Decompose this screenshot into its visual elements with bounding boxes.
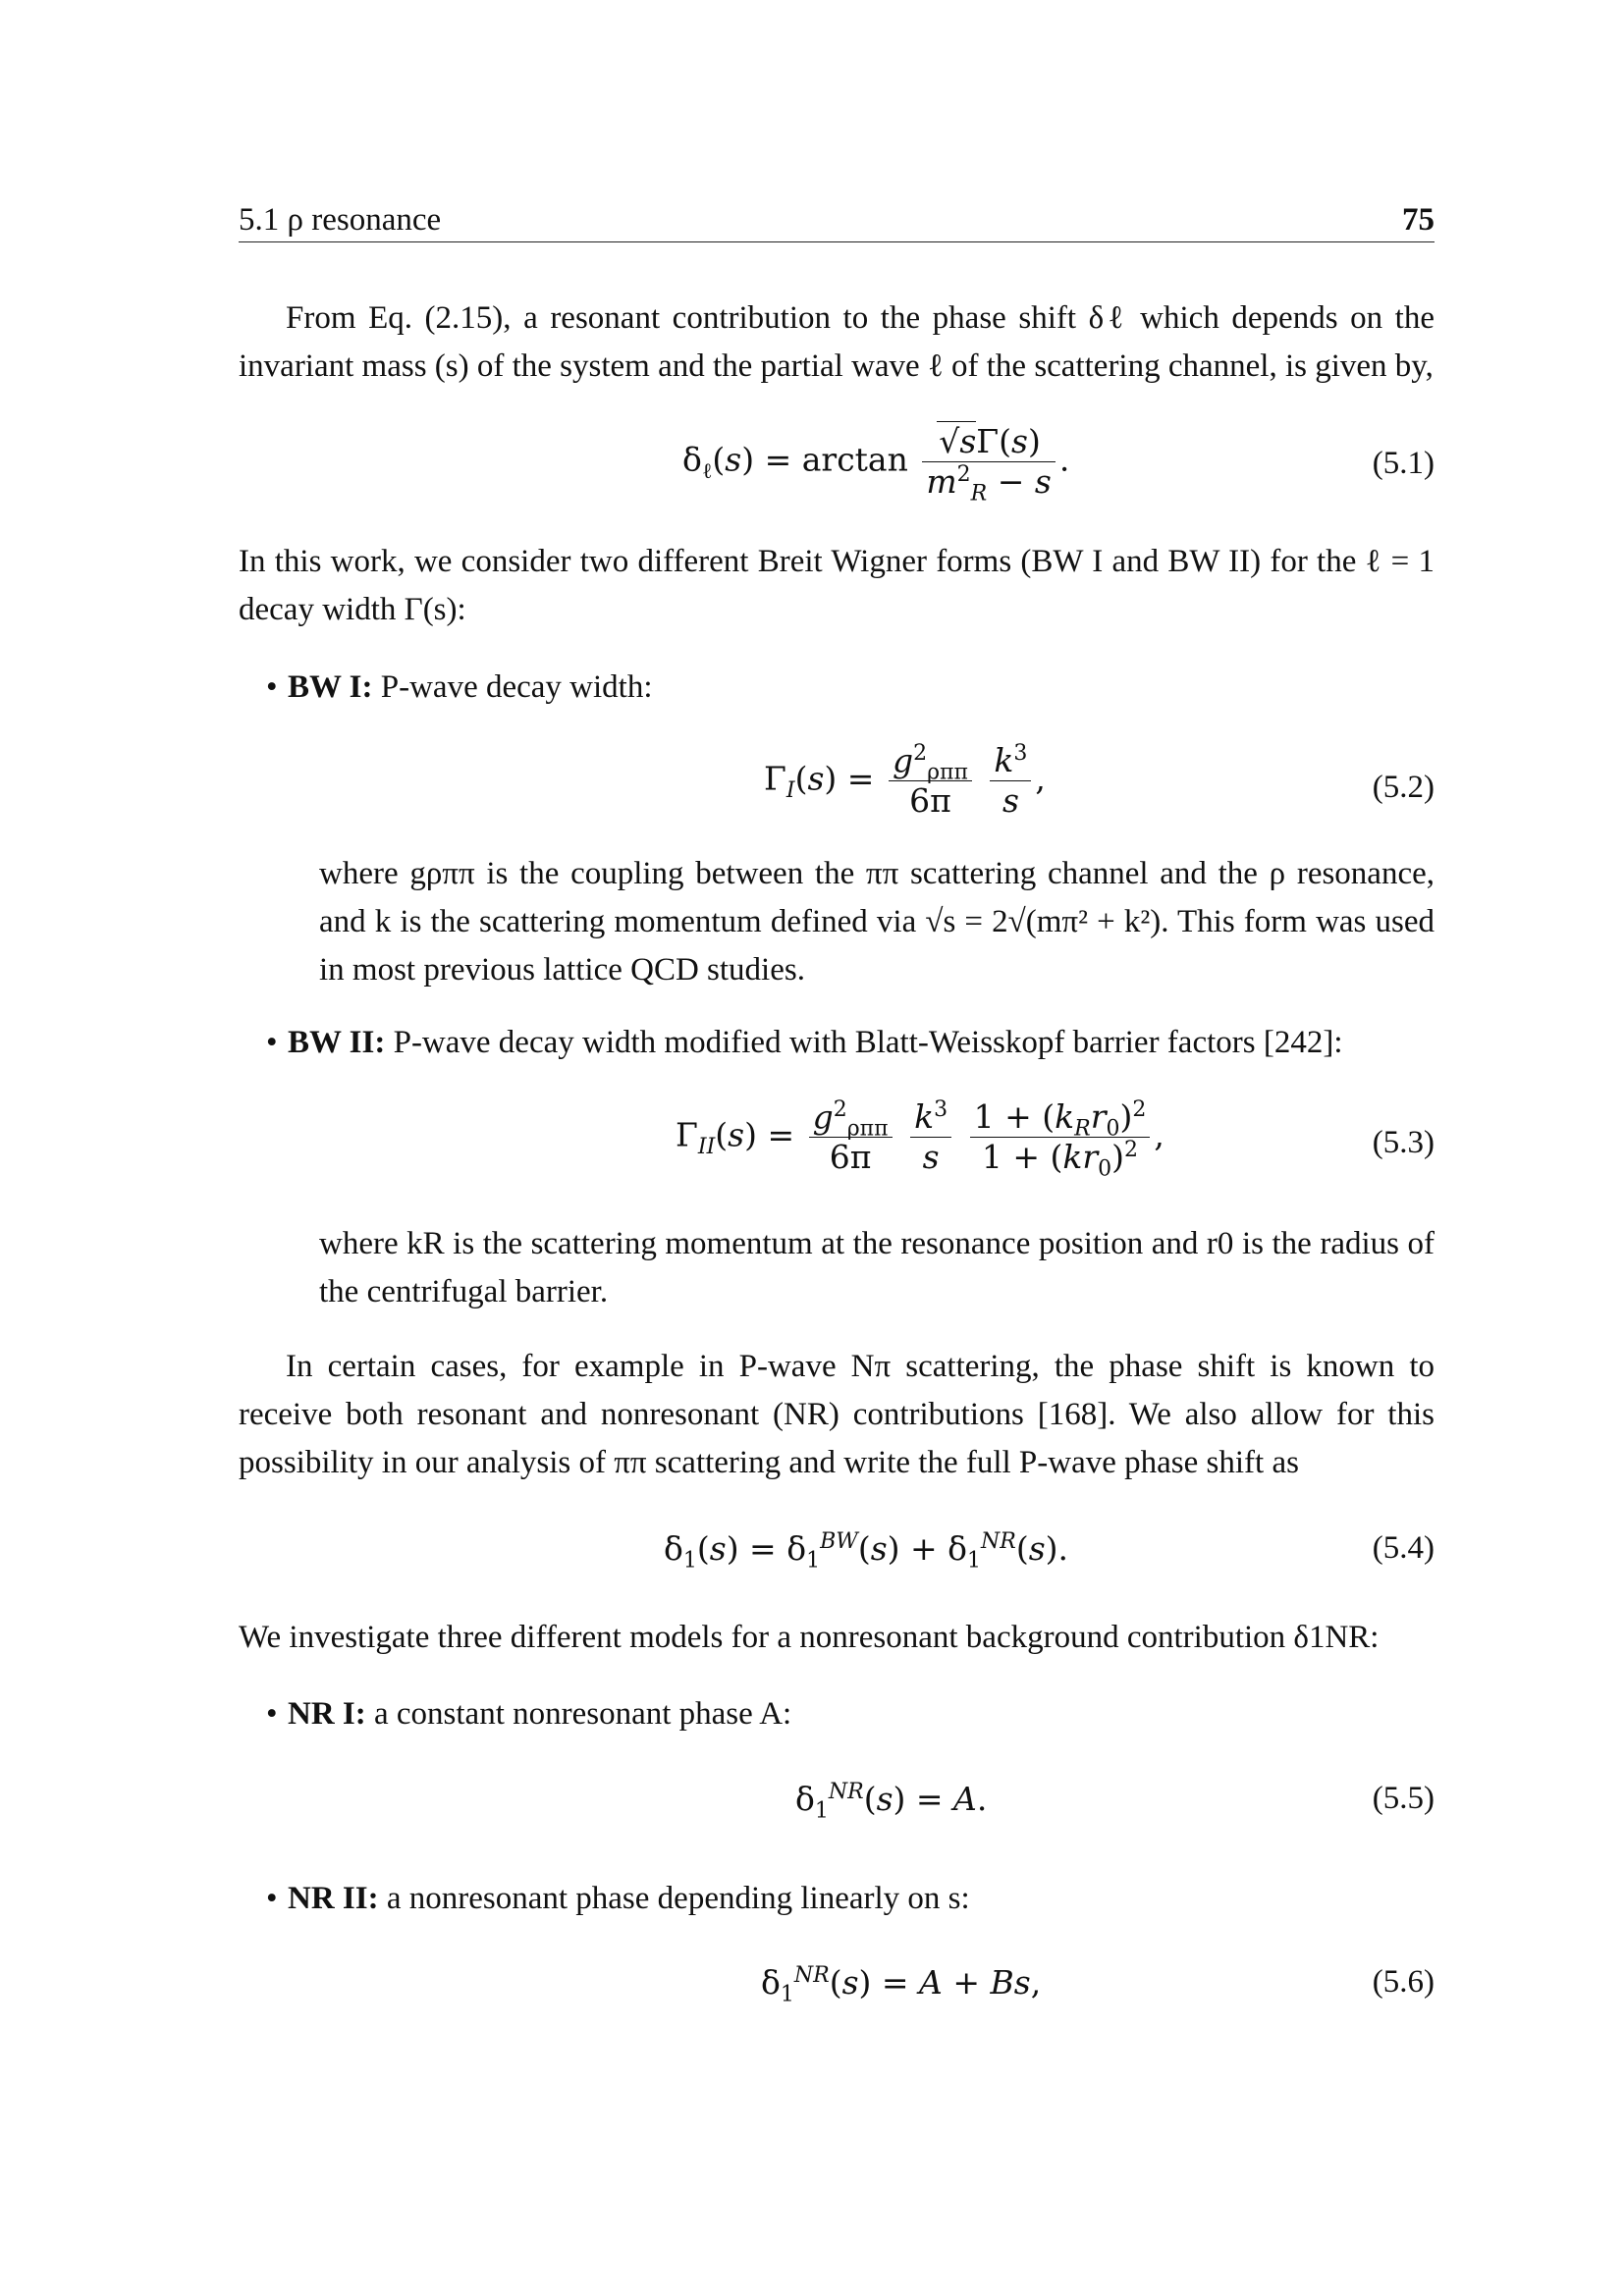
paragraph-breit-wigner: In this work, we consider two different Breit Wigner forms (BW I and BW II) for the ℓ = 1 decay width Γ(s): (239, 544, 1435, 627)
bullet-label: BW II: (288, 1025, 386, 1060)
equation-5-2: $\Gamma_I(s)$ = $\frac{g^2_{\rho\pi\pi}}{6\pi}$ $\frac{k^3}{s}$ , (764, 741, 1046, 820)
equation-5-3: $\Gamma_{II}(s)$ = $\frac{g^2_{\rho\pi\pi}}{6\pi}$ $\frac{k^3}{s}$ $\frac{1 + (k_Rr_0)^2}{1 + (kr_0)^2}$ , (676, 1097, 1164, 1182)
section-title: 5.1 ρ resonance (239, 202, 442, 238)
page-number: 75 (1402, 202, 1435, 238)
paragraph-models: We investigate three different models for a nonresonant background contribution δ1NR: (239, 1620, 1380, 1655)
bullet-label: NR II: (288, 1881, 379, 1916)
bullet-bw1 (266, 664, 653, 712)
bullet-dot: • (266, 1881, 278, 1916)
equation-number: (5.4) (1372, 1530, 1435, 1566)
bullet-label: BW I: (288, 669, 373, 705)
bullet-nr2 (266, 1875, 970, 1923)
bullet-label: NR I: (288, 1696, 366, 1732)
equation-number: (5.2) (1372, 770, 1435, 805)
bullet-bw2 (266, 1019, 1343, 1067)
equation-5-5: $\delta_1^{NR}(s) = A$. (795, 1780, 988, 1824)
equation-number: (5.1) (1372, 446, 1435, 481)
equation-number: (5.3) (1372, 1125, 1435, 1160)
bw2-description: where kR is the scattering momentum at the resonance position and r0 is the radius of the centrifugal barrier. (319, 1226, 1435, 1309)
bullet-dot: • (266, 669, 278, 705)
bullet-nr1 (266, 1690, 792, 1738)
bullet-text: P-wave decay width modified with Blatt-Weisskopf barrier factors [242]: (393, 1025, 1343, 1060)
bullet-dot: • (266, 1025, 278, 1060)
equation-number: (5.6) (1372, 1964, 1435, 2000)
equation-5-1: $\delta_\ell(s) = \arctan$ $\frac{√s\Gamma(s)}{m^2_R - s}$ . (682, 422, 1070, 507)
running-header (239, 196, 1435, 242)
equation-number: (5.5) (1372, 1781, 1435, 1816)
paragraph-intro: From Eq. (2.15), a resonant contribution to the phase shift δℓ which depends on the invariant mass (s) of the system and the partial wave ℓ of the scattering channel, is given by, (239, 300, 1435, 384)
equation-5-4: $\delta_1(s) = \delta_1^{BW}(s) + \delta_1^{NR}(s)$. (664, 1529, 1069, 1574)
equation-5-6: $\delta_1^{NR}(s) = A + Bs$, (761, 1963, 1042, 2007)
paragraph-nonresonant: In certain cases, for example in P-wave Nπ scattering, the phase shift is known to receive both resonant and nonresonant (NR) contributions [168]. We also allow for this possibility in our analysis of ππ scattering and write the full P-wave phase shift as (239, 1349, 1435, 1480)
bullet-text: a nonresonant phase depending linearly on s: (386, 1881, 970, 1916)
bullet-dot: • (266, 1696, 278, 1732)
bw1-description: where gρππ is the coupling between the ππ scattering channel and the ρ resonance, and k is the scattering momentum defined via √s = 2√(mπ² + k²). This form was used in most previous lattice QCD studies. (319, 856, 1435, 988)
bullet-text: a constant nonresonant phase A: (374, 1696, 792, 1732)
bullet-text: P-wave decay width: (380, 669, 653, 705)
